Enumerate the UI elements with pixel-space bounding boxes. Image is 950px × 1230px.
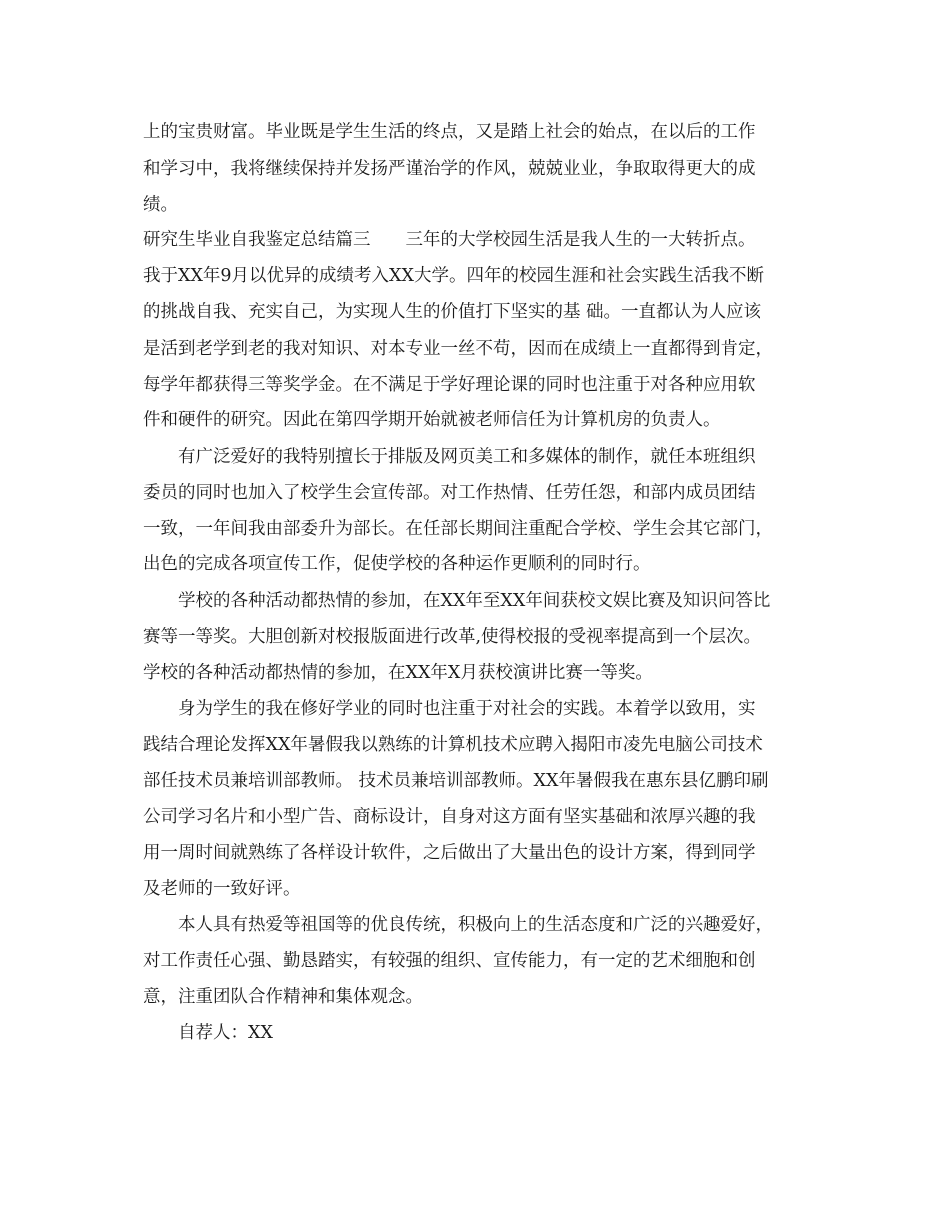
text-line: 意，注重团队合作精神和集体观念。: [143, 987, 423, 1007]
text-line: 用一周时间就熟练了各样设计软件，之后做出了大量出色的设计方案，得到同学: [143, 843, 756, 863]
text-line: 上的宝贵财富。毕业既是学生生活的终点，又是踏上社会的始点，在以后的工作: [143, 122, 756, 142]
text-line: 我于XX年9月以优异的成绩考入XX大学。四年的校园生涯和社会实践生活我不断: [143, 266, 764, 286]
text-line: 每学年都获得三等奖学金。在不满足于学好理论课的同时也注重于对各种应用软: [143, 375, 756, 395]
text-line: 和学习中，我将继续保持并发扬严谨治学的作风，兢兢业业，争取取得更大的成: [143, 159, 756, 179]
text-line: 赛等一等奖。大胆创新对校报版面进行改革,使得校报的受视率提高到一个层次。: [143, 627, 762, 647]
text-line: 对工作责任心强、勤恳踏实，有较强的组织、宣传能力，有一定的艺术细胞和创: [143, 951, 756, 971]
text-line: 是活到老学到老的我对知识、对本专业一丝不苟，因而在成绩上一直都得到肯定，: [143, 339, 773, 359]
text-line: 出色的完成各项宣传工作，促使学校的各种运作更顺利的同时行。: [143, 554, 651, 574]
text-line: 践结合理论发挥XX年暑假我以熟练的计算机技术应聘入揭阳市凌先电脑公司技术: [143, 735, 763, 755]
signature-line: 自荐人：XX: [178, 1023, 273, 1043]
text-line: 部任技术员兼培训部教师。 技术员兼培训部教师。XX年暑假我在惠东县亿鹏印刷: [143, 771, 769, 791]
paragraph-start-line: 学校的各种活动都热情的参加，在XX年至XX年间获校文娱比赛及知识问答比: [178, 591, 771, 611]
text-line: 一致，一年间我由部委升为部长。在任部长期间注重配合学校、学生会其它部门，: [143, 519, 773, 539]
text-line: 公司学习名片和小型广告、商标设计，自身对这方面有坚实基础和浓厚兴趣的我: [143, 807, 756, 827]
paragraph-start-line: 有广泛爱好的我特别擅长于排版及网页美工和多媒体的制作，就任本班组织: [178, 447, 756, 467]
text-line: 学校的各种活动都热情的参加，在XX年X月获校演讲比赛一等奖。: [143, 663, 653, 683]
section-heading-line: 研究生毕业自我鉴定总结篇三 三年的大学校园生活是我人生的一大转折点。: [143, 230, 756, 250]
text-line: 的挑战自我、充实自己，为实现人生的价值打下坚实的基 础。一直都认为人应该: [143, 302, 762, 322]
text-line: 件和硬件的研究。因此在第四学期开始就被老师信任为计算机房的负责人。: [143, 410, 721, 430]
text-line: 及老师的一致好评。: [143, 879, 301, 899]
paragraph-start-line: 本人具有热爱等祖国等的优良传统，积极向上的生活态度和广泛的兴趣爱好，: [178, 915, 773, 935]
paragraph-start-line: 身为学生的我在修好学业的同时也注重于对社会的实践。本着学以致用，实: [178, 699, 756, 719]
text-line: 委员的同时也加入了校学生会宣传部。对工作热情、任劳任怨，和部内成员团结: [143, 483, 756, 503]
text-line: 绩。: [143, 195, 178, 215]
